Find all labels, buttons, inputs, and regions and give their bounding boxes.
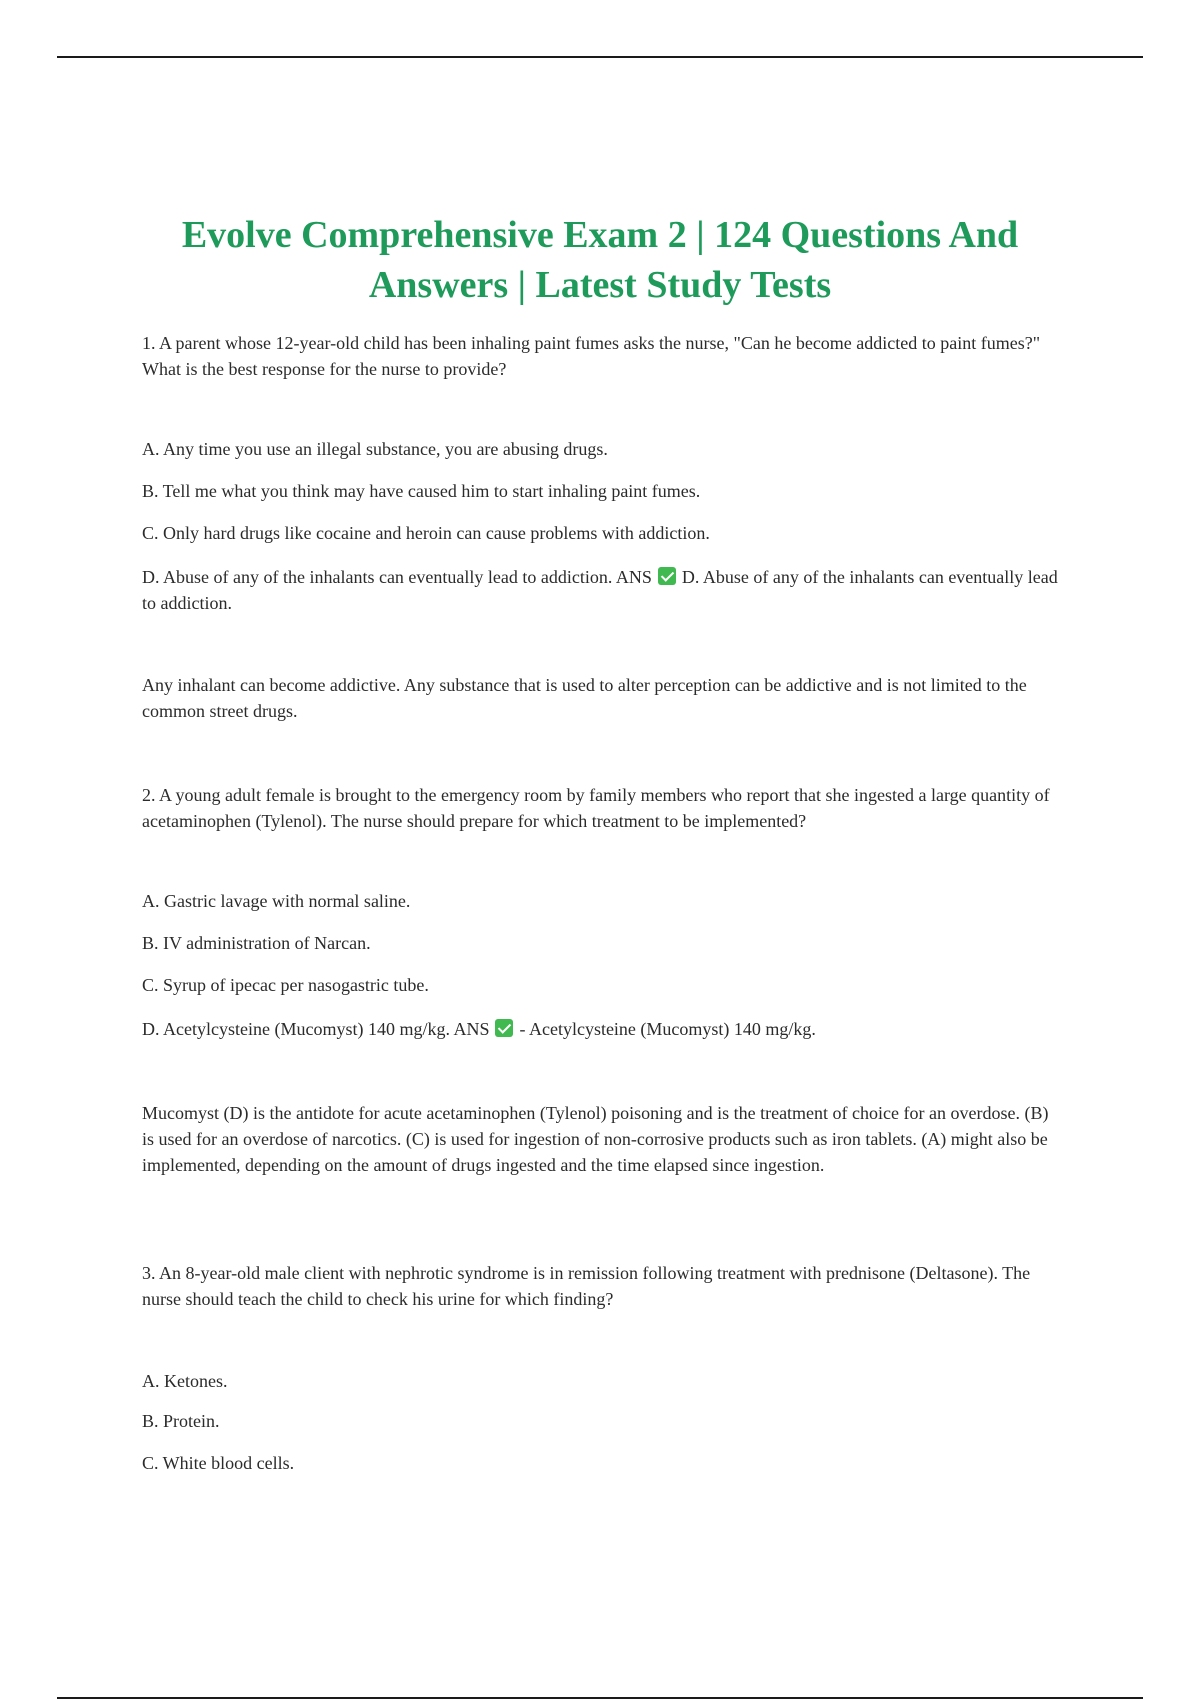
question-3-text: 3. An 8-year-old male client with nephrotic syndrome is in remission following treatment with prednisone (Deltasone). The nurse should teach the child to check his urine for which finding?: [142, 1263, 1031, 1309]
question-2-option-c: C. Syrup of ipecac per nasogastric tube.: [142, 975, 429, 995]
question-3-option-a: A. Ketones.: [142, 1371, 228, 1391]
question-2-option-d-label: D. Acetylcysteine (Mucomyst) 140 mg/kg. ANS: [142, 1019, 490, 1039]
question-3-option-b: B. Protein.: [142, 1411, 220, 1431]
check-icon: [658, 567, 676, 585]
question-1-option-b: B. Tell me what you think may have caused him to start inhaling paint fumes.: [142, 481, 701, 501]
question-2-text: 2. A young adult female is brought to the emergency room by family members who report that she ingested a large quantity of acetaminophen (Tylenol). The nurse should prepare for which treatment to be implemented?: [142, 785, 1050, 831]
question-2-answer: - Acetylcysteine (Mucomyst) 140 mg/kg.: [519, 1019, 816, 1039]
question-1-option-d-label: D. Abuse of any of the inhalants can eventually lead to addiction. ANS: [142, 567, 652, 587]
document-title: Evolve Comprehensive Exam 2 | 124 Questions And Answers | Latest Study Tests: [181, 214, 1019, 306]
question-3-option-c: C. White blood cells.: [142, 1453, 295, 1473]
question-2-option-b: B. IV administration of Narcan.: [142, 933, 371, 953]
question-1-text: 1. A parent whose 12-year-old child has been inhaling paint fumes asks the nurse, "Can he become addicted to paint fumes?" What is the best response for the nurse to provide?: [142, 333, 1041, 379]
bottom-rule: [57, 1697, 1143, 1699]
question-1-option-c: C. Only hard drugs like cocaine and heroin can cause problems with addiction.: [142, 523, 710, 543]
question-1-rationale: Any inhalant can become addictive. Any substance that is used to alter perception can be addictive and is not limited to the common street drugs.: [142, 675, 1027, 721]
question-1-option-d: [142, 564, 1062, 616]
top-rule: [57, 56, 1143, 58]
question-1-answer: D. Abuse of any of the inhalants can eventually lead to addiction.: [142, 567, 1058, 613]
question-2-option-a: A. Gastric lavage with normal saline.: [142, 891, 411, 911]
question-1-option-a: A. Any time you use an illegal substance, you are abusing drugs.: [142, 439, 608, 459]
question-2-rationale: Mucomyst (D) is the antidote for acute acetaminophen (Tylenol) poisoning and is the treatment of choice for an overdose. (B) is used for an overdose of narcotics. (C) is used for ingestion of non-corrosive products such as iron tablets. (A) might also be implemented, depending on the amount of drugs ingested and the time elapsed since ingestion.: [142, 1103, 1049, 1175]
check-icon: [495, 1019, 513, 1037]
question-2-option-d: [142, 1016, 1062, 1042]
